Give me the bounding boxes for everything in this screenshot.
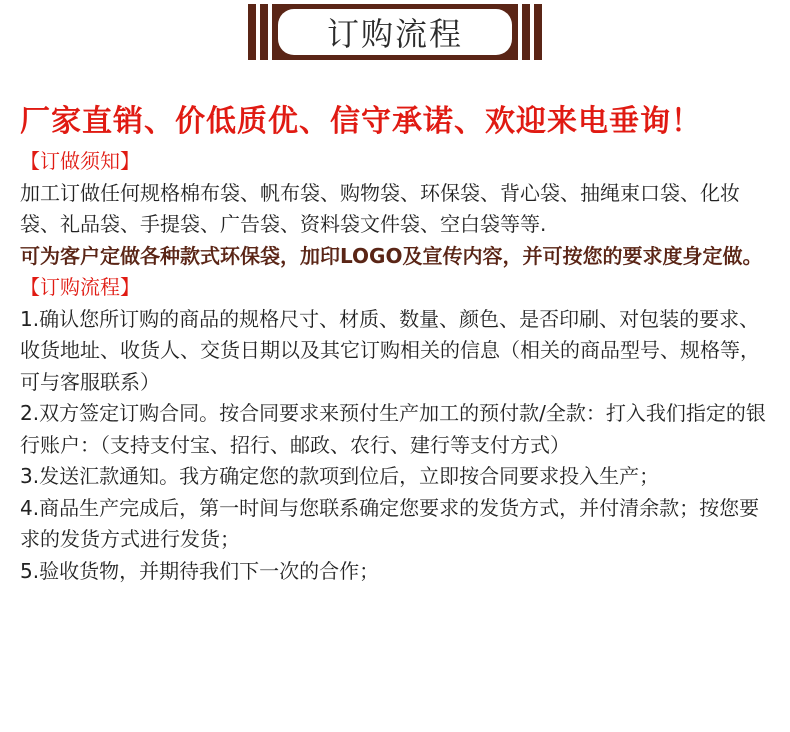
slogan: 厂家直销、价低质优、信守承诺、欢迎来电垂询！ <box>20 104 702 139</box>
banner-left-bar-inner <box>260 4 268 60</box>
notice-body: 加工订做任何规格棉布袋、帆布袋、购物袋、环保袋、背心袋、抽绳束口袋、化妆袋、礼品袋、手提袋、广告袋、资料袋文件袋、空白袋等等. <box>20 180 740 236</box>
process-step-2: 2.双方签定订购合同。按合同要求来预付生产加工的预付款/全款：打入我们指定的银行账户：（支持支付宝、招行、邮政、农行、建行等支付方式） <box>20 401 766 457</box>
banner-right-bar-inner <box>522 4 530 60</box>
notice-heading: 【订做须知】 <box>20 149 140 173</box>
content-body <box>20 146 772 587</box>
process-heading: 【订购流程】 <box>20 275 140 299</box>
banner-left-bar-outer <box>248 4 256 60</box>
process-step-1: 1.确认您所订购的商品的规格尺寸、材质、数量、颜色、是否印刷、对包装的要求、收货地址、收货人、交货日期以及其它订购相关的信息（相关的商品型号、规格等，可与客服联系） <box>20 306 760 394</box>
title-banner <box>0 4 790 60</box>
banner-plate-inner <box>278 9 512 55</box>
banner-plate <box>272 4 518 60</box>
process-step-5: 5.验收货物，并期待我们下一次的合作； <box>20 558 380 583</box>
notice-highlight: 可为客户定做各种款式环保袋，加印LOGO及宣传内容，并可按您的要求度身定做。 <box>20 243 763 268</box>
page-title: 订购流程 <box>326 15 463 53</box>
process-step-3: 3.发送汇款通知。我方确定您的款项到位后，立即按合同要求投入生产； <box>20 464 660 488</box>
banner-right-bar-outer <box>534 4 542 60</box>
process-step-4: 4.商品生产完成后，第一时间与您联系确定您要求的发货方式，并付清余款；按您要求的发货方式进行发货； <box>20 495 760 551</box>
